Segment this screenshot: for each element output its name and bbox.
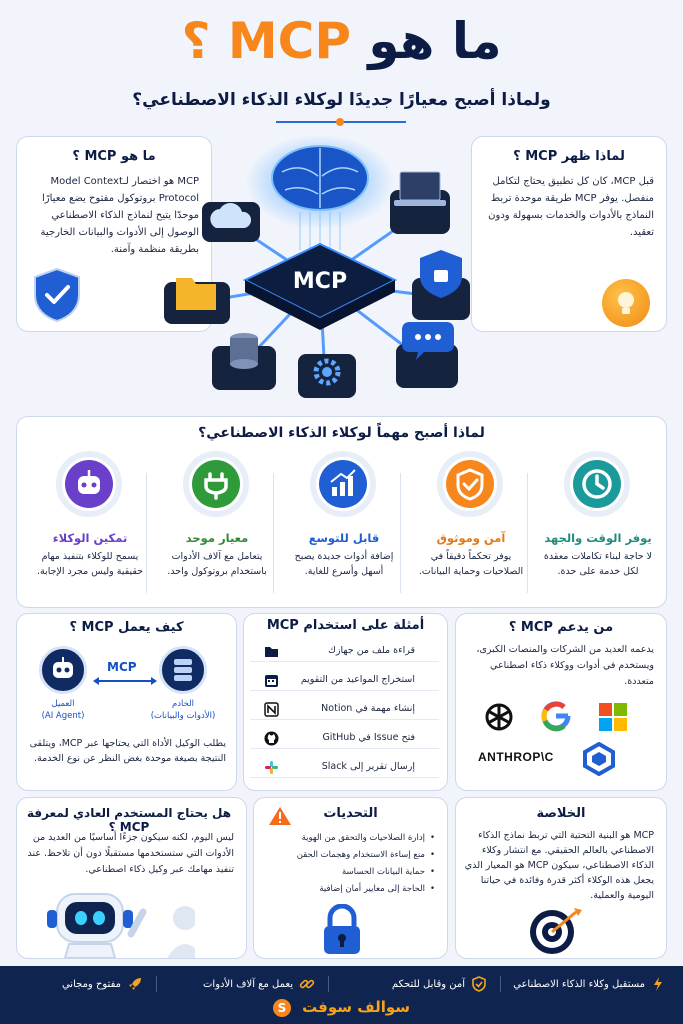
footer-item <box>513 976 667 992</box>
footer-item-label: مفتوح ومجاني <box>61 979 121 990</box>
card-text: MCP هو اختصار لـModel Context Protocol بروتوكول مفتوح يضع معيارًا موحدًا يتيح لنماذج الذكاء الاصطناعي الوصول إلى الأدوات والبيانات الخارجية بطريقة منظمة وآمنة. <box>40 176 199 255</box>
robot-illustration <box>45 888 195 958</box>
challenge-item: • إدارة الصلاحيات والتحقق من الهوية <box>295 830 435 847</box>
feature-item <box>30 449 150 605</box>
card-text: MCP هو البنية التحتية التي تربط نماذج الذكاء الاصطناعي بالعالم الحقيقي. مع انتشار وكلاء الذكاء الاصطناعي، سيكون MCP هو المعيار الذي يجعل هذه الوكلاء أكثر قدرة وفائدة في حياتنا اليومية والعملية. <box>464 830 654 901</box>
card-title: لماذا ظهر MCP ؟ <box>513 149 625 164</box>
chart-icon-badge <box>310 451 376 517</box>
server-label: الخادم (الأدوات والبيانات) <box>150 699 216 721</box>
example-label: فتح Issue في GitHub <box>322 732 415 743</box>
card-title: لماذا أصبح مهماً لوكلاء الذكاء الاصطناعي؟ <box>198 425 485 441</box>
mcp-hub-diagram <box>150 132 490 412</box>
robot-icon <box>42 649 84 691</box>
example-row <box>250 758 439 778</box>
card-how-it-works <box>16 613 237 791</box>
anthropic-logo: ANTHROP\C <box>478 750 554 764</box>
gear-tile <box>298 354 356 398</box>
challenge-item: • منع إساءة الاستخدام وهجمات الحقن <box>295 847 435 864</box>
cloud-tile <box>202 202 260 242</box>
target-icon <box>528 906 584 956</box>
card-why-appeared <box>471 136 667 332</box>
card-challenges <box>253 797 448 959</box>
brain-icon <box>272 146 368 210</box>
example-label: إنشاء مهمة في Notion <box>321 703 415 714</box>
slack-icon <box>264 760 279 775</box>
feature-divider <box>400 473 401 593</box>
footer-item <box>203 976 315 992</box>
card-text: قبل MCP، كان كل تطبيق يحتاج لتكامل منفصل. يوفر MCP طريقة موحدة تربط النماذج بالأدوات والخدمات بسهولة ودون تعقيد. <box>488 176 654 238</box>
rocket-icon <box>127 976 143 992</box>
feature-title: قابل للتوسع <box>308 531 380 545</box>
lock-shield-tile <box>412 250 470 320</box>
feature-title: آمن وموثوق <box>436 531 506 545</box>
shield-check-icon-badge <box>437 451 503 517</box>
footer-divider <box>156 976 157 992</box>
feature-item <box>538 449 658 605</box>
brand-name: سوالف سوفت <box>302 998 411 1016</box>
card-title: من يدعم MCP ؟ <box>508 620 614 635</box>
server-node <box>159 646 207 694</box>
example-label: قراءة ملف من جهازك <box>328 645 415 656</box>
footer-item-label: آمن وقابل للتحكم <box>391 979 465 990</box>
example-label: إرسال تقرير إلى Slack <box>321 761 415 772</box>
bolt-icon <box>651 976 667 992</box>
google-logo <box>540 700 572 732</box>
challenge-item: • حماية البيانات الحساسة <box>295 864 435 881</box>
robot-icon <box>65 460 113 508</box>
github-icon <box>264 731 279 746</box>
subtitle: ولماذا أصبح معيارًا جديدًا لوكلاء الذكاء الاصطناعي؟ <box>132 90 551 110</box>
card-need-to-know <box>16 797 247 959</box>
main-title <box>0 12 683 70</box>
chat-tile <box>396 322 458 388</box>
shield-check-icon <box>31 267 83 323</box>
folder-icon <box>264 644 279 659</box>
brand <box>0 998 683 1017</box>
feature-title: يوفر الوقت والجهد <box>544 531 652 545</box>
example-row <box>250 729 439 749</box>
example-row <box>250 700 439 720</box>
brand-logo-icon: S <box>273 999 291 1017</box>
subtitle-dot <box>336 118 344 126</box>
card-examples <box>243 613 448 791</box>
shield-icon <box>471 976 487 992</box>
bidirectional-arrow-icon <box>93 676 157 686</box>
feature-text: يتعامل مع آلاف الأدوات باستخدام بروتوكول واحد. <box>167 551 267 577</box>
card-who-supports <box>455 613 667 791</box>
card-title: الخلاصة <box>536 806 586 821</box>
footer <box>0 966 683 1024</box>
title-suffix: ؟ <box>181 12 211 70</box>
plug-icon <box>192 460 240 508</box>
chart-icon <box>319 460 367 508</box>
example-label: استخراج المواعيد من التقويم <box>300 674 415 685</box>
card-text: يطلب الوكيل الأداة التي يحتاجها عبر MCP، ويتلقى النتيجة بصيغة موحدة بغض النظر عن نوع الخدمة. <box>29 738 226 764</box>
feature-divider <box>146 473 147 593</box>
notion-icon <box>264 702 279 717</box>
example-row <box>250 642 439 662</box>
hero-illustration <box>150 132 490 412</box>
microsoft-logo <box>598 702 628 732</box>
footer-divider <box>500 976 501 992</box>
footer-item-label: يعمل مع آلاف الأدوات <box>203 979 293 990</box>
shield-check-icon <box>446 460 494 508</box>
feature-title: تمكين الوكلاء <box>52 531 128 545</box>
chip-label: MCP <box>292 269 348 294</box>
card-title: التحديات <box>323 806 378 821</box>
footer-item <box>392 976 487 992</box>
footer-item-label: مستقبل وكلاء الذكاء الاصطناعي <box>513 979 645 990</box>
folder-tile <box>164 278 230 324</box>
clock-icon-badge <box>564 451 630 517</box>
example-row <box>250 671 439 691</box>
feature-text: إضافة أدوات جديدة يصبح أسهل وأسرع للغاية. <box>294 551 394 577</box>
cube-logo <box>582 742 616 776</box>
server-icon <box>162 649 204 691</box>
feature-text: يسمح للوكلاء بتنفيذ مهام حقيقية وليس مجرد الإجابة. <box>36 551 144 577</box>
card-title: ما هو MCP ؟ <box>72 149 156 164</box>
feature-text: لا حاجة لبناء تكاملات معقدة لكل خدمة على حدة. <box>543 551 653 577</box>
challenges-list <box>295 830 435 898</box>
footer-divider <box>328 976 329 992</box>
feature-divider <box>273 473 274 593</box>
feature-title: معيار موحد <box>185 531 249 545</box>
card-title: هل يحتاج المستخدم العادي لمعرفة MCP ؟ <box>26 806 232 834</box>
card-title: أمثلة على استخدام MCP <box>266 618 425 633</box>
challenge-item: • الحاجة إلى معايير أمان إضافية <box>295 881 435 898</box>
client-label: العميل (AI Agent) <box>41 699 85 721</box>
feature-item <box>411 449 531 605</box>
clock-icon <box>573 460 621 508</box>
database-tile <box>212 333 276 390</box>
feature-item <box>284 449 404 605</box>
robot-icon-badge <box>56 451 122 517</box>
footer-item <box>62 976 143 992</box>
padlock-icon <box>320 904 364 956</box>
lightbulb-icon <box>602 279 650 327</box>
header <box>0 0 683 130</box>
feature-text: يوفر تحكماً دقيقاً في الصلاحيات وحماية البيانات. <box>418 551 524 577</box>
card-title: كيف يعمل MCP ؟ <box>69 620 184 635</box>
link-label: MCP <box>107 660 137 674</box>
openai-logo <box>482 700 516 734</box>
card-importance <box>16 416 667 608</box>
feature-divider <box>527 473 528 593</box>
title-prefix: ما هو <box>368 12 502 70</box>
card-text: ليس اليوم، لكنه سيكون جزءًا أساسيًا من العديد من الأدوات التي ستستخدمها مستقبلًا دون أن تلاحظ. عند تنفيذ مهامك عبر وكيل ذكاء اصطناعي. <box>27 832 234 875</box>
calendar-icon <box>264 673 279 688</box>
plug-icon-badge <box>183 451 249 517</box>
card-summary <box>455 797 667 959</box>
link-icon <box>299 976 315 992</box>
feature-item <box>157 449 277 605</box>
client-node <box>39 646 87 694</box>
title-accent: MCP <box>227 12 351 70</box>
laptop-tile <box>390 172 450 234</box>
card-text: يدعمه العديد من الشركات والمنصات الكبرى، ويستخدم في أدوات ووكلاء ذكاء اصطناعي متعددة. <box>476 644 654 687</box>
